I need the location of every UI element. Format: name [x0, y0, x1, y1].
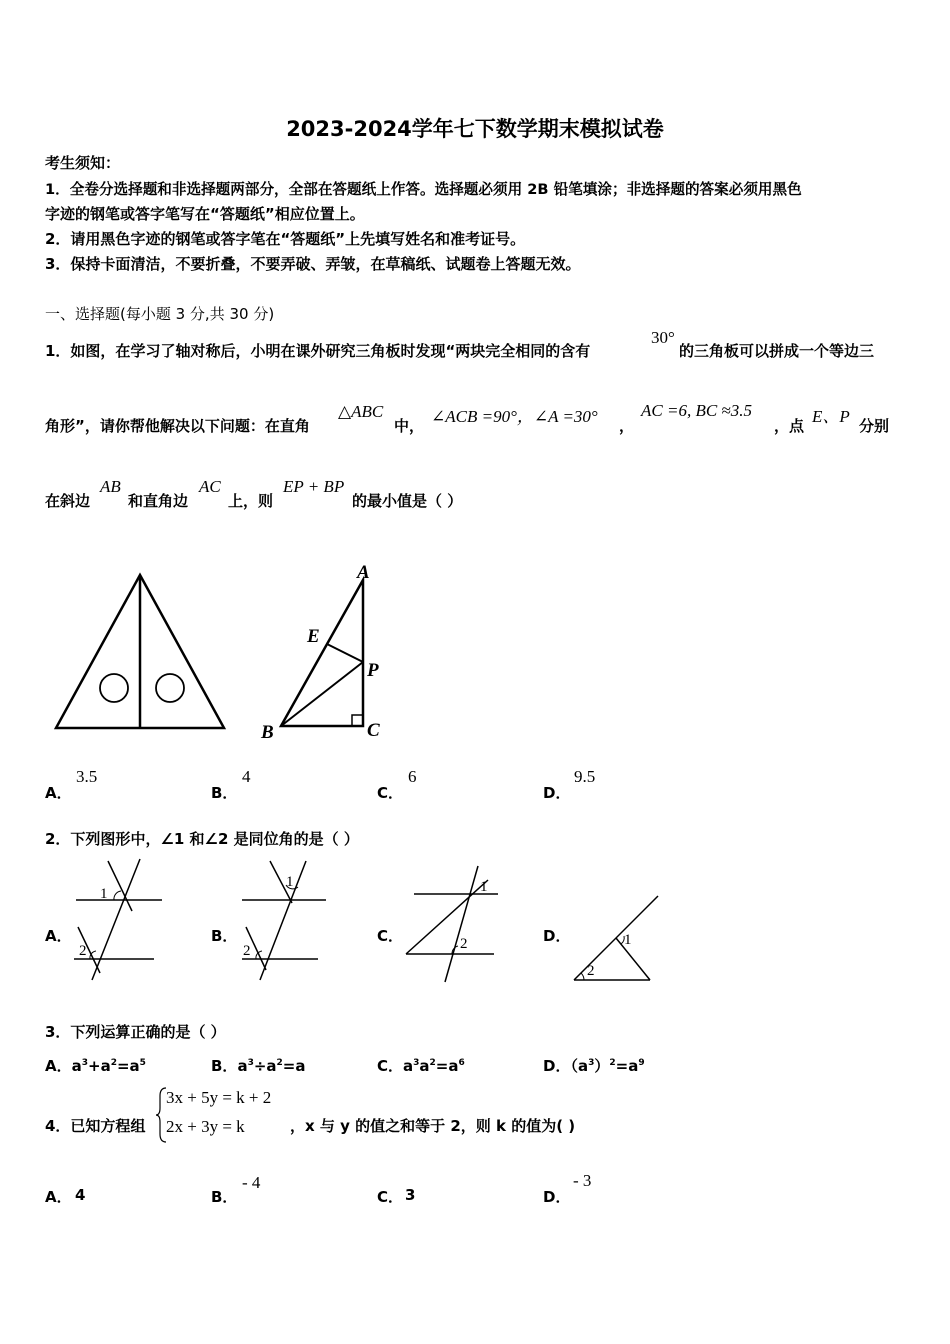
- q4-option-a-letter[interactable]: A．: [45, 1188, 72, 1206]
- q1-figure-right-triangle: [255, 560, 395, 745]
- q2-figure-a: [70, 855, 170, 985]
- q1-text-2: 的三角板可以拼成一个等边三: [679, 342, 875, 360]
- q3-c-op: a: [419, 1057, 430, 1075]
- q4-option-c-value: 3: [405, 1186, 416, 1204]
- q4-option-a-value: 4: [75, 1186, 86, 1204]
- q2-d-angle-2: 2: [587, 963, 595, 979]
- q4-equation-2: 2x + 3y = k: [166, 1117, 245, 1136]
- q3-d-exp3: 9: [638, 1058, 645, 1068]
- q3-b-eq: =a: [282, 1057, 306, 1075]
- q3-b-base: a: [237, 1057, 248, 1075]
- q1-option-d-letter[interactable]: D．: [543, 784, 571, 802]
- q4-option-b-letter[interactable]: B．: [211, 1188, 238, 1206]
- notice-line-1a: 1．全卷分选择题和非选择题两部分，全部在答题纸上作答。选择题必须用 2B 铅笔填涂；非选择题的答案必须用黑色: [45, 181, 802, 198]
- q1-text-9: 上，则: [228, 492, 274, 510]
- q2-d-angle-1: 1: [624, 932, 632, 948]
- q3-a-op: +a: [88, 1057, 111, 1075]
- q1-option-d-value: 9.5: [574, 767, 596, 786]
- q1-comma: ，: [619, 417, 635, 435]
- q3-option-a[interactable]: [45, 1055, 146, 1076]
- notice-line-1b: 字迹的钢笔或答字笔写在“答题纸”相应位置上。: [45, 205, 365, 223]
- q4-option-d-value: - 3: [573, 1171, 592, 1190]
- q1-text-4: 中，: [394, 417, 425, 435]
- q3-a-exp2: 2: [110, 1058, 117, 1068]
- q1-text-7: 在斜边: [45, 492, 91, 510]
- q3-d-exp2: 2: [609, 1058, 616, 1068]
- q3-b-exp2: 2: [276, 1058, 283, 1068]
- label-c: C: [367, 720, 380, 741]
- label-e: E: [307, 626, 320, 647]
- section-heading: 一、选择题(每小题 3 分,共 30 分): [45, 305, 275, 323]
- q1-option-c-letter[interactable]: C．: [377, 784, 404, 802]
- q1-text-3: 角形”，请你帮他解决以下问题：在直角: [45, 417, 310, 435]
- q3-option-b[interactable]: [211, 1055, 306, 1076]
- label-b: B: [261, 722, 274, 743]
- q3-d-base: （a: [570, 1057, 589, 1075]
- q2-text: 2．下列图形中，∠1 和∠2 是同位角的是（ ）: [45, 830, 359, 848]
- q3-b-exp1: 3: [247, 1058, 254, 1068]
- q2-c-angle-2: 2: [460, 936, 468, 952]
- q1-option-b-letter[interactable]: B．: [211, 784, 238, 802]
- q1-option-a-value: 3.5: [76, 767, 98, 786]
- q1-math-ep: E、P: [812, 407, 850, 426]
- q4-label: 4．已知方程组: [45, 1117, 146, 1135]
- q1-figure-equilateral: [50, 570, 230, 735]
- q1-text-5: ，点: [774, 417, 805, 435]
- q1-text-8: 和直角边: [128, 492, 189, 510]
- q2-a-angle-2: 2: [79, 943, 87, 959]
- q1-math-ab: AB: [100, 477, 121, 496]
- q1-math-sides: AC =6, BC ≈3.5: [641, 401, 752, 420]
- q3-text: 3．下列运算正确的是（ ）: [45, 1023, 226, 1041]
- q3-d-letter: D．: [543, 1057, 571, 1075]
- q2-c-angle-1: 1: [480, 879, 488, 895]
- q1-math-30: 30°: [651, 328, 675, 347]
- q3-a-exp1: 3: [81, 1058, 88, 1068]
- q4-option-d-letter[interactable]: D．: [543, 1188, 571, 1206]
- page-title: 2023-2024学年七下数学期末模拟试卷: [286, 117, 664, 141]
- q3-a-base: a: [71, 1057, 82, 1075]
- q3-c-letter: C．: [377, 1057, 404, 1075]
- q2-option-b-letter[interactable]: B．: [211, 927, 238, 945]
- q1-text-10: 的最小值是（ ）: [352, 492, 463, 510]
- q1-text-6: 分别: [859, 417, 890, 435]
- q1-text-1: 1．如图，在学习了轴对称后，小明在课外研究三角板时发现“两块完全相同的含有: [45, 342, 591, 360]
- q3-d-eq: =a: [615, 1057, 639, 1075]
- q3-a-letter: A．: [45, 1057, 72, 1075]
- q1-option-c-value: 6: [408, 767, 417, 786]
- q3-a-eq: =a: [116, 1057, 140, 1075]
- q1-math-abc: △ABC: [338, 402, 384, 421]
- q4-option-c-letter[interactable]: C．: [377, 1188, 404, 1206]
- q2-option-c-letter[interactable]: C．: [377, 927, 404, 945]
- q4-option-b-value: - 4: [242, 1173, 261, 1192]
- q2-figure-c: [402, 858, 507, 986]
- q3-d-op: ）: [594, 1057, 610, 1075]
- q4-text: ，x 与 y 的值之和等于 2，则 k 的值为( ): [290, 1117, 576, 1135]
- q3-option-c[interactable]: [377, 1055, 465, 1076]
- label-a: A: [357, 562, 370, 583]
- q3-d-exp1: 3: [588, 1058, 595, 1068]
- q1-math-angles: ∠ACB =90°，∠A =30°: [431, 407, 598, 426]
- q3-a-exp3: 5: [139, 1058, 146, 1068]
- q3-c-eq: =a: [435, 1057, 459, 1075]
- q3-c-exp1: 3: [413, 1058, 420, 1068]
- q2-figure-b: [236, 855, 336, 985]
- q1-option-a-letter[interactable]: A．: [45, 784, 72, 802]
- q1-option-b-value: 4: [242, 767, 251, 786]
- q3-c-base: a: [403, 1057, 414, 1075]
- q1-math-epbp: EP + BP: [283, 477, 345, 496]
- q2-option-a-letter[interactable]: A．: [45, 927, 72, 945]
- q2-a-angle-1: 1: [100, 886, 108, 902]
- q3-option-d[interactable]: [543, 1055, 645, 1076]
- q1-math-ac: AC: [199, 477, 221, 496]
- q2-figure-d: [568, 890, 663, 985]
- notice-line-3: 3．保持卡面清洁，不要折叠，不要弄破、弄皱，在草稿纸、试题卷上答题无效。: [45, 255, 581, 273]
- q3-c-exp3: 6: [458, 1058, 465, 1068]
- label-p: P: [367, 660, 379, 681]
- notice-heading: 考生须知：: [45, 154, 121, 172]
- q2-b-angle-2: 2: [243, 943, 251, 959]
- q2-option-d-letter[interactable]: D．: [543, 927, 571, 945]
- q2-b-angle-1: 1: [286, 874, 294, 890]
- q3-b-letter: B．: [211, 1057, 238, 1075]
- q4-equation-1: 3x + 5y = k + 2: [166, 1088, 272, 1107]
- q3-c-exp2: 2: [429, 1058, 436, 1068]
- notice-line-2: 2．请用黑色字迹的钢笔或答字笔在“答题纸”上先填写姓名和准考证号。: [45, 230, 526, 248]
- q3-b-op: ÷a: [253, 1057, 277, 1075]
